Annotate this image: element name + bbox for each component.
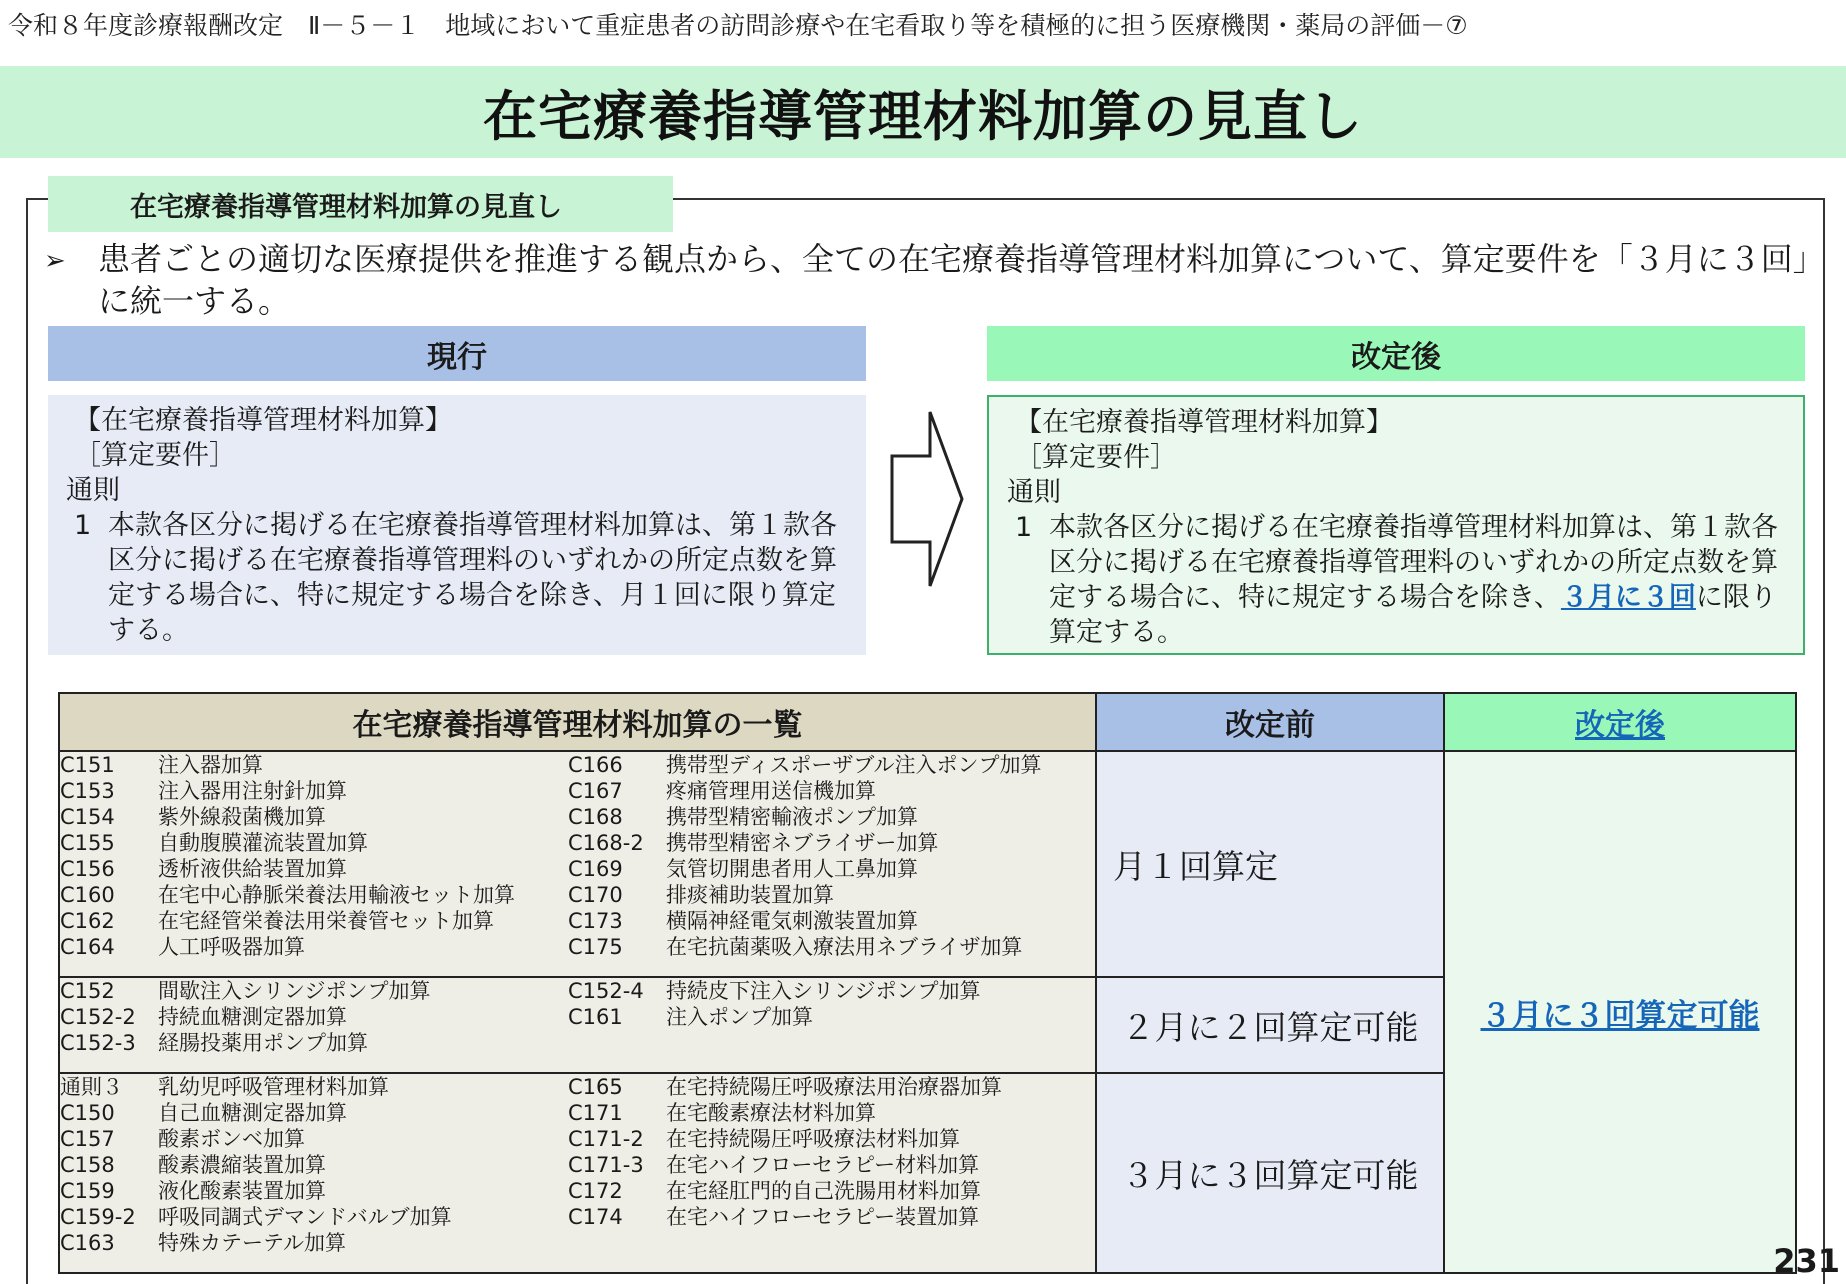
list-item: [60, 1204, 568, 1230]
list-item: [60, 1126, 568, 1152]
list-item: [568, 752, 1095, 778]
list-item: [60, 1100, 568, 1126]
list-item: [568, 1100, 1095, 1126]
before-clause-num: 1: [74, 510, 92, 541]
item-name: 疼痛管理用送信機加算: [666, 779, 876, 803]
list-item: [568, 882, 1095, 908]
after-clause-num: 1: [1015, 512, 1033, 543]
after-frequency-text: ３月に３回算定可能: [1480, 997, 1760, 1034]
list-item: [60, 978, 568, 1004]
item-code: C174: [568, 1205, 623, 1229]
item-code: C152: [60, 979, 115, 1003]
item-name: 気管切開患者用人工鼻加算: [666, 857, 918, 881]
before-general-rule: 通則: [66, 475, 120, 506]
item-name: 注入器加算: [158, 753, 263, 777]
item-code: C151: [60, 753, 115, 777]
item-code: C173: [568, 909, 623, 933]
table-header-before: 改定前: [1096, 693, 1444, 751]
item-name: 乳幼児呼吸管理材料加算: [158, 1075, 389, 1099]
before-frequency-cell: ２月に２回算定可能: [1096, 977, 1444, 1073]
item-name: 人工呼吸器加算: [158, 935, 305, 959]
item-code: C155: [60, 831, 115, 855]
item-code: C165: [568, 1075, 623, 1099]
page-title: 在宅療養指導管理材料加算の見直し: [483, 84, 1363, 148]
after-general-rule: 通則: [1007, 477, 1061, 508]
code-column-left: [60, 1074, 568, 1256]
after-clause-pre: 本款各区分に掲げる在宅療養指導管理材料加算は、第１款各区分に掲げる在宅療養指導管理料のいずれかの所定点数を算定する場合に、特に規定する場合を除き、: [1049, 512, 1778, 613]
item-name: 透析液供給装置加算: [158, 857, 347, 881]
after-clause: [1007, 510, 1783, 650]
before-clause-text: 本款各区分に掲げる在宅療養指導管理材料加算は、第１款各区分に掲げる在宅療養指導管理料のいずれかの所定点数を算定する場合に、特に規定する場合を除き、月１回に限り算定する。: [108, 510, 837, 646]
item-code: C166: [568, 753, 623, 777]
item-name: 在宅中心静脈栄養法用輸液セット加算: [158, 883, 515, 907]
list-item: [60, 778, 568, 804]
item-name: 間歇注入シリンジポンプ加算: [158, 979, 431, 1003]
title-band: [0, 66, 1846, 158]
before-clause: [66, 508, 846, 648]
item-code: C161: [568, 1005, 623, 1029]
code-column-left: [60, 752, 568, 960]
list-item: [568, 1204, 1095, 1230]
list-item: [60, 908, 568, 934]
code-column-left: [60, 978, 568, 1056]
table-header-after: 改定後: [1444, 693, 1796, 751]
material-addition-table: [58, 692, 1797, 1274]
item-name: 在宅持続陽圧呼吸療法用治療器加算: [666, 1075, 1002, 1099]
item-name: 持続血糖測定器加算: [158, 1005, 347, 1029]
item-code: C167: [568, 779, 623, 803]
list-item: [60, 1230, 568, 1256]
header-breadcrumb: 令和８年度診療報酬改定 Ⅱ－５－１ 地域において重症患者の訪問診療や在宅看取り等を積極的に担う医療機関・薬局の評価－⑦: [8, 11, 1468, 40]
list-item: [60, 1004, 568, 1030]
list-item: [568, 1004, 1095, 1030]
list-item: [568, 778, 1095, 804]
item-name: 在宅ハイフローセラピー材料加算: [666, 1153, 980, 1177]
page-number: 231: [1773, 1242, 1840, 1280]
item-code: 通則３: [60, 1075, 123, 1099]
item-name: 携帯型精密輸液ポンプ加算: [666, 805, 918, 829]
item-code: C171-3: [568, 1153, 644, 1177]
list-item: [60, 1074, 568, 1100]
item-name: 在宅ハイフローセラピー装置加算: [666, 1205, 980, 1229]
item-name: 自動腹膜灌流装置加算: [158, 831, 368, 855]
list-item: [568, 934, 1095, 960]
item-name: 紫外線殺菌機加算: [158, 805, 326, 829]
list-item: [60, 830, 568, 856]
item-code: C154: [60, 805, 115, 829]
list-item: [568, 856, 1095, 882]
code-list-cell: [59, 1073, 1096, 1273]
list-item: [568, 1074, 1095, 1100]
item-code: C163: [60, 1231, 115, 1255]
list-item: [60, 1152, 568, 1178]
after-heading: 改定後: [987, 326, 1805, 381]
item-name: 携帯型ディスポーザブル注入ポンプ加算: [666, 753, 1042, 777]
item-code: C172: [568, 1179, 623, 1203]
list-item: [568, 1126, 1095, 1152]
code-grid: [60, 1074, 1095, 1256]
bullet-arrow-icon: ➢: [44, 246, 66, 276]
list-item: [60, 804, 568, 830]
list-item: [60, 882, 568, 908]
code-column-right: [568, 1074, 1095, 1256]
after-title: 【在宅療養指導管理材料加算】: [1015, 407, 1393, 438]
item-name: 呼吸同調式デマンドバルブ加算: [158, 1205, 452, 1229]
item-name: 携帯型精密ネブライザー加算: [666, 831, 939, 855]
item-code: C171: [568, 1101, 623, 1125]
item-code: C157: [60, 1127, 115, 1151]
table-header-row: [59, 693, 1796, 751]
before-title: 【在宅療養指導管理材料加算】: [74, 405, 452, 436]
code-list-cell: [59, 751, 1096, 977]
item-code: C168: [568, 805, 623, 829]
item-code: C164: [60, 935, 115, 959]
item-name: 酸素濃縮装置加算: [158, 1153, 326, 1177]
list-item: [60, 1030, 568, 1056]
before-frequency-cell: ３月に３回算定可能: [1096, 1073, 1444, 1273]
list-item: [60, 1178, 568, 1204]
item-name: 特殊カテーテル加算: [158, 1231, 346, 1255]
item-code: C158: [60, 1153, 115, 1177]
item-code: C175: [568, 935, 623, 959]
item-name: 在宅抗菌薬吸入療法用ネブライザ加算: [666, 935, 1023, 959]
item-name: 注入ポンプ加算: [666, 1005, 813, 1029]
item-code: C152-2: [60, 1005, 136, 1029]
list-item: [568, 1152, 1095, 1178]
before-requirements: ［算定要件］: [74, 440, 236, 471]
item-name: 経腸投薬用ポンプ加算: [158, 1031, 368, 1055]
before-heading: 現行: [48, 326, 866, 381]
item-name: 自己血糖測定器加算: [158, 1101, 347, 1125]
item-code: C150: [60, 1101, 115, 1125]
summary-bullet: [44, 238, 1824, 322]
item-code: C156: [60, 857, 115, 881]
code-column-right: [568, 752, 1095, 960]
code-grid: [60, 978, 1095, 1056]
list-item: [568, 1178, 1095, 1204]
table-header-list: 在宅療養指導管理材料加算の一覧: [59, 693, 1096, 751]
item-code: C169: [568, 857, 623, 881]
before-box: [48, 395, 866, 655]
item-name: 酸素ボンベ加算: [158, 1127, 305, 1151]
item-name: 排痰補助装置加算: [666, 883, 834, 907]
list-item: [568, 830, 1095, 856]
item-code: C171-2: [568, 1127, 644, 1151]
item-name: 持続皮下注入シリンジポンプ加算: [666, 979, 981, 1003]
list-item: [60, 752, 568, 778]
list-item: [60, 934, 568, 960]
item-code: C153: [60, 779, 115, 803]
after-clause-post: に限り算定する。: [1049, 582, 1777, 648]
item-name: 在宅経管栄養法用栄養管セット加算: [158, 909, 494, 933]
item-code: C159-2: [60, 1205, 136, 1229]
after-requirements: ［算定要件］: [1015, 442, 1177, 473]
section-label: 在宅療養指導管理材料加算の見直し: [48, 176, 673, 232]
after-frequency-cell: [1444, 751, 1796, 1273]
item-name: 横隔神経電気刺激装置加算: [666, 909, 918, 933]
item-code: C160: [60, 883, 115, 907]
item-code: C168-2: [568, 831, 644, 855]
list-item: [568, 978, 1095, 1004]
item-code: C170: [568, 883, 623, 907]
summary-text: 患者ごとの適切な医療提供を推進する観点から、全ての在宅療養指導管理材料加算について、算定要件を「３月に３回」に統一する。: [98, 240, 1809, 320]
code-column-right: [568, 978, 1095, 1056]
item-code: C159: [60, 1179, 115, 1203]
list-item: [568, 908, 1095, 934]
list-item: [568, 804, 1095, 830]
after-clause-text: [1049, 510, 1783, 650]
code-grid: [60, 752, 1095, 960]
item-name: 在宅酸素療法材料加算: [666, 1101, 876, 1125]
code-list-cell: [59, 977, 1096, 1073]
right-arrow-icon: [890, 410, 966, 588]
after-box: [987, 395, 1805, 655]
after-clause-highlight: ３月に３回: [1560, 582, 1696, 613]
item-name: 液化酸素装置加算: [158, 1179, 326, 1203]
item-name: 在宅持続陽圧呼吸療法材料加算: [666, 1127, 960, 1151]
list-item: [60, 856, 568, 882]
item-name: 注入器用注射針加算: [158, 779, 347, 803]
before-frequency-cell: 月１回算定: [1096, 751, 1444, 977]
item-code: C152-4: [568, 979, 644, 1003]
item-name: 在宅経肛門的自己洗腸用材料加算: [666, 1179, 981, 1203]
table-row: [59, 751, 1796, 977]
item-code: C162: [60, 909, 115, 933]
item-code: C152-3: [60, 1031, 136, 1055]
